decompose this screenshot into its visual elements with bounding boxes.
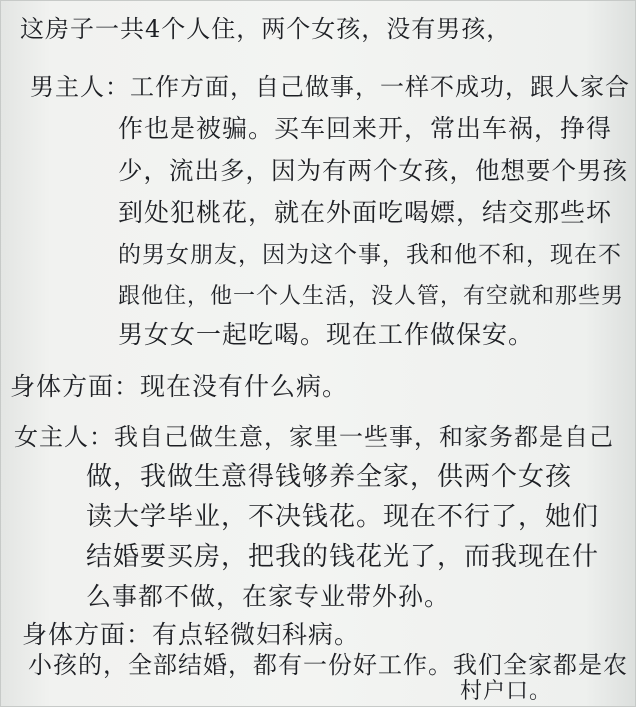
- text-line-16: 小孩的，全部结婚，都有一份好工作。我们全家都是农: [28, 651, 628, 679]
- text-line-10: 女主人：我自己做生意，家里一些事，和家务都是自己: [14, 423, 614, 451]
- text-line-3: 作也是被骗。买车回来开，常出车祸，挣得: [118, 114, 613, 143]
- text-line-15: 身体方面：有点轻微妇科病。: [22, 620, 361, 649]
- text-line-7: 跟他住，他一个人生活，没人管，有空就和那些男: [118, 284, 625, 309]
- text-line-1: 这房子一共4个人住，两个女孩，没有男孩，: [20, 15, 512, 43]
- text-line-17: 村户口。: [460, 679, 553, 704]
- text-line-13: 结婚要买房，把我的钱花光了，而我现在什: [86, 542, 600, 572]
- text-line-6: 的男女朋友，因为这个事，我和他不和，现在不: [118, 242, 622, 268]
- text-line-2: 男主人：工作方面，自己做事，一样不成功，跟人家合: [30, 73, 630, 101]
- text-line-8: 男女女一起吃喝。现在工作做保安。: [118, 320, 535, 349]
- text-line-14: 么事都不做，在家专业带外孙。: [86, 582, 451, 611]
- text-line-5: 到处犯桃花，就在外面吃喝嫖，结交那些坏: [118, 198, 613, 227]
- text-line-11: 做，我做生意得钱够养全家，供两个女孩: [86, 462, 573, 492]
- text-line-12: 读大学毕业，不决钱花。现在不行了，她们: [86, 502, 600, 532]
- text-line-4: 少，流出多，因为有两个女孩，他想要个男孩: [118, 156, 628, 185]
- text-line-9: 身体方面：现在没有什么病。: [10, 372, 349, 401]
